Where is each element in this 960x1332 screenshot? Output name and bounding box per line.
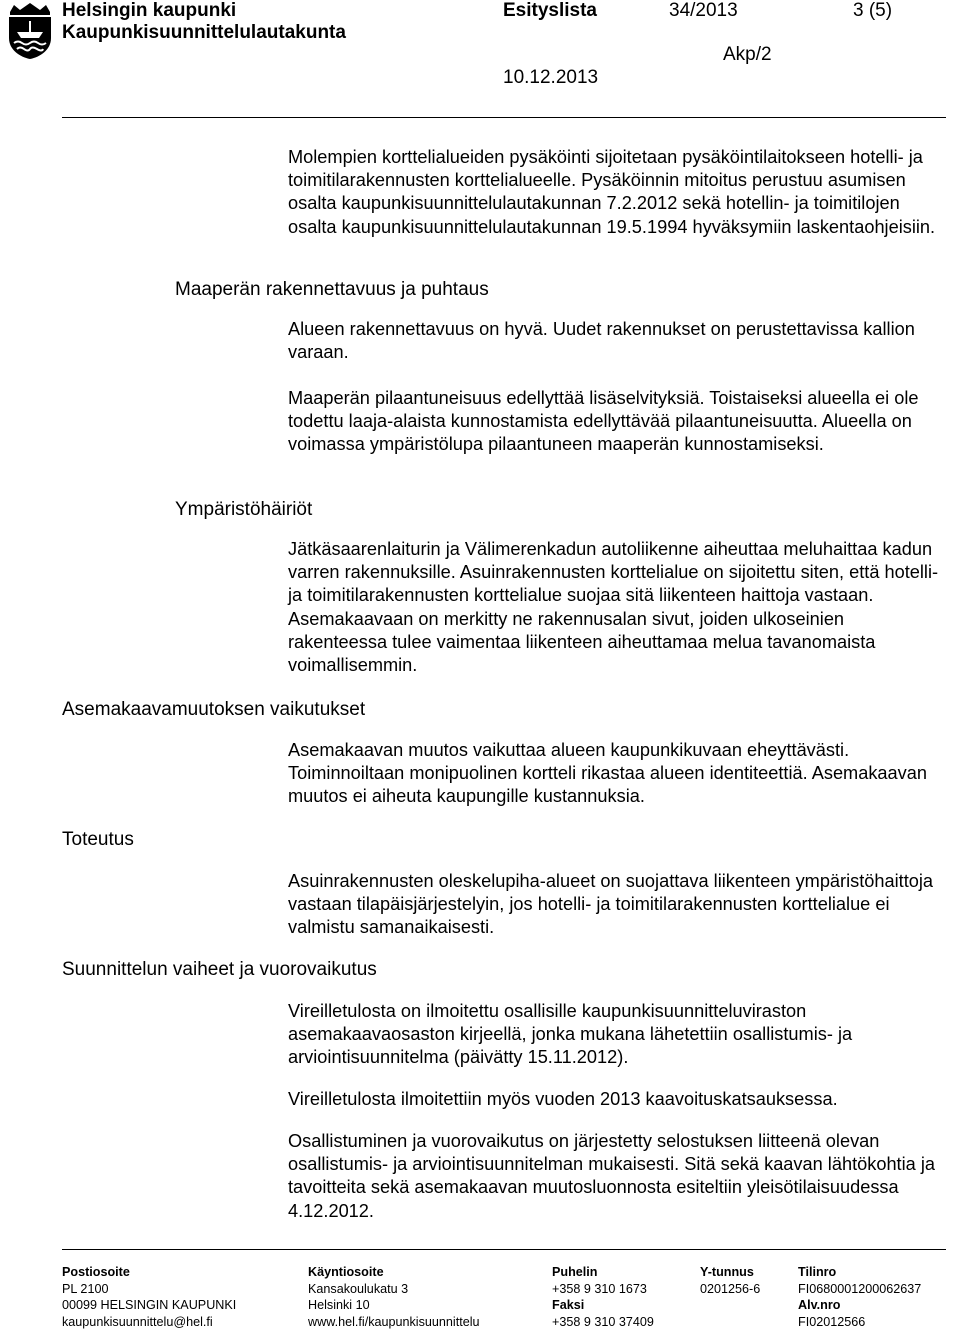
footer-divider <box>62 1249 946 1250</box>
footer-bank <box>798 1264 921 1330</box>
meeting-date: 10.12.2013 <box>503 67 599 88</box>
planning-paragraph-3: Osallistuminen ja vuorovaikutus on järjestetty selostuksen liitteenä olevan osallistumis- ja arviointisuunnitelman mukaisesti. Sitä sekä kaavan lähtökohtia ja tavoitteita sekä asemakaavan muutosluonnosta esiteltiin yleisötilaisuudessa 4.12.2012. <box>288 1131 935 1221</box>
page-number: 3 (5) <box>853 0 893 21</box>
effects-paragraph: Asemakaavan muutos vaikuttaa alueen kaupunkikuvaan eheyttävästi. Toiminnoiltaan monipuolinen kortteli rikastaa alueen identiteettiä. Asemakaavan muutos ei aiheuta kaupungille kustannuksia. <box>288 740 927 807</box>
footer-postal-label: Postiosoite <box>62 1265 130 1279</box>
footer-phone-label: Puhelin <box>552 1265 598 1279</box>
footer-business-id-value: 0201256-6 <box>700 1281 761 1296</box>
heading-ground: Maaperän rakennettavuus ja puhtaus <box>175 279 489 300</box>
heading-effects: Asemakaavamuutoksen vaikutukset <box>62 699 366 720</box>
intro-paragraph: Molempien korttelialueiden pysäköinti sijoitetaan pysäköintilaitokseen hotelli- ja toimitilarakennusten korttelialueelle. Pysäköinnin mitoitus perustuu asumisen osalta kaupunkisuunnittelulautakunnan 7.2.2012 sekä hotellin- ja toimitilojen osalta kaupunkisuunnittelulautakunnan 19.5.1994 hyväksymiin laskentaohjeisiin. <box>288 147 936 237</box>
footer-bank-account: FI0680001200062637 <box>798 1281 922 1296</box>
org-name: Helsingin kaupunki <box>62 0 237 21</box>
footer-visit-label: Käyntiosoite <box>308 1265 384 1279</box>
footer-phone <box>552 1264 654 1330</box>
header-divider <box>62 117 946 118</box>
doc-number: 34/2013 <box>669 0 738 21</box>
heading-planning: Suunnittelun vaiheet ja vuorovaikutus <box>62 959 377 980</box>
footer-email[interactable]: kaupunkisuunnittelu@hel.fi <box>62 1314 213 1329</box>
nuisance-paragraph: Jätkäsaarenlaiturin ja Välimerenkadun autoliikenne aiheuttaa meluhaittaa kadun varren rakennuksille. Asuinrakennusten korttelialue on sijoitettu siten, että hotelli- ja toimitilarakennusten korttelialue suojaa sitä liikenteen haittoja vastaan. Asemakaavaan on merkitty ne rakennusalan sivut, joiden ulkoseinien rakenteessa tulee vaimentaa liikenteen aiheuttamaa melua tavanomaista voimallisemmin. <box>288 539 939 676</box>
implementation-paragraph: Asuinrakennusten oleskelupiha-alueet on suojattava liikenteen ympäristöhaittoja vastaan tilapäisjärjestelyin, jos hotelli- ja toimitilarakennusten korttelialue ei valmistu samanaikaisesti. <box>288 871 934 938</box>
footer-business-id <box>700 1264 760 1297</box>
footer-visit <box>308 1264 480 1330</box>
footer-visit-line1: Kansakoulukatu 3 <box>308 1281 409 1296</box>
footer-vat-number: FI02012566 <box>798 1314 866 1329</box>
planning-paragraph-2: Vireilletulosta ilmoitettiin myös vuoden 2013 kaavoituskatsauksessa. <box>288 1089 838 1109</box>
agenda-ref: Akp/2 <box>723 44 772 65</box>
ground-paragraph-1: Alueen rakennettavuus on hyvä. Uudet rakennukset on perustettavissa kallion varaan. <box>288 319 915 363</box>
heading-nuisance: Ympäristöhäiriöt <box>175 499 313 520</box>
board-name: Kaupunkisuunnittelulautakunta <box>62 22 346 43</box>
footer-visit-line2: Helsinki 10 <box>308 1298 370 1313</box>
footer-postal <box>62 1264 236 1330</box>
footer-postal-line2: 00099 HELSINGIN KAUPUNKI <box>62 1298 237 1313</box>
footer-website[interactable]: www.hel.fi/kaupunkisuunnittelu <box>308 1314 480 1329</box>
footer-bank-label: Tilinro <box>798 1265 837 1279</box>
footer-fax-number: +358 9 310 37409 <box>552 1314 654 1329</box>
footer-business-id-label: Y-tunnus <box>700 1265 754 1279</box>
footer-phone-number: +358 9 310 1673 <box>552 1281 647 1296</box>
footer-postal-line1: PL 2100 <box>62 1281 109 1296</box>
footer-fax-label: Faksi <box>552 1298 585 1313</box>
heading-implementation: Toteutus <box>62 829 134 850</box>
footer-vat-label: Alv.nro <box>798 1298 841 1313</box>
doc-type: Esityslista <box>503 0 597 21</box>
ground-paragraph-2: Maaperän pilaantuneisuus edellyttää lisäselvityksiä. Toistaiseksi alueella ei ole todettu laaja-alaista kunnostamista edellyttävää pilaantuneisuutta. Alueella on voimassa ympäristölupa pilaantuneen maaperän kunnostamiseksi. <box>288 388 919 455</box>
helsinki-crest-icon <box>4 2 56 60</box>
planning-paragraph-1: Vireilletulosta on ilmoitettu osallisille kaupunkisuunnitteluviraston asemakaavaosaston kirjeellä, jonka mukana lähetettiin osallistumis- ja arviointisuunnitelma (päivätty 15.11.2012). <box>288 1001 853 1068</box>
